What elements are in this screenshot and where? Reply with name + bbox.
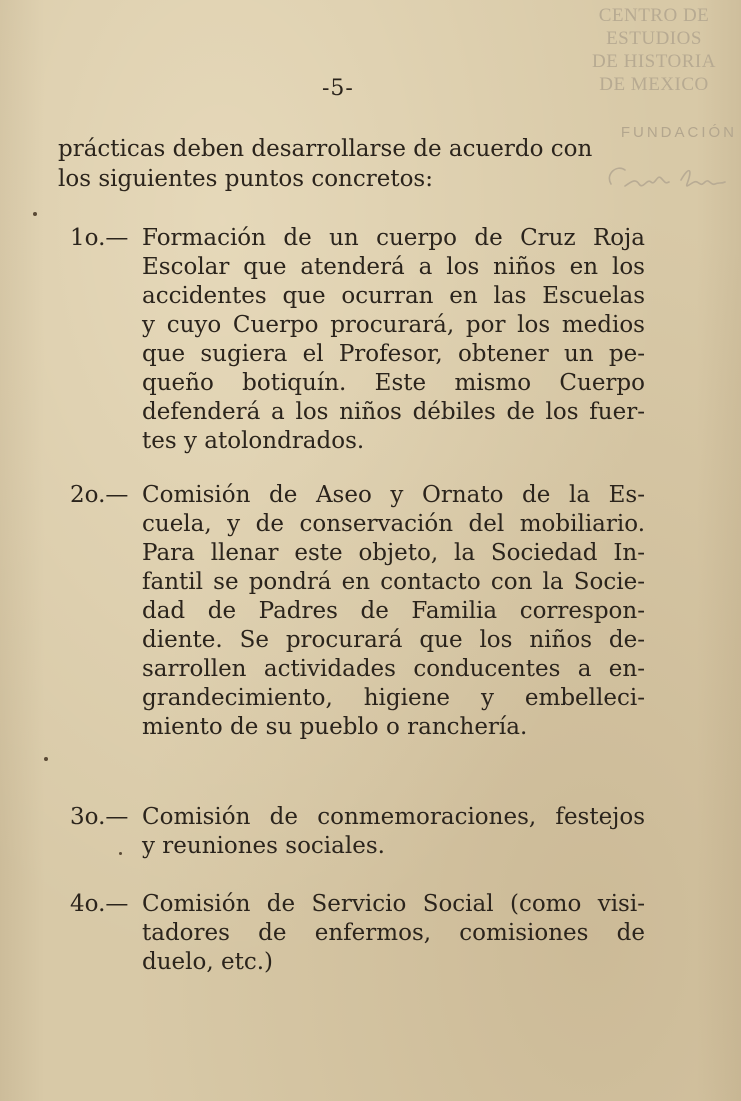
- text-line: prácticas deben desarrollarse de acuerdo con: [58, 136, 593, 162]
- list-item: [70, 224, 645, 456]
- text-line: fantil se pondrá en contacto con la Socie-: [142, 569, 645, 595]
- text-line: grandecimiento, higiene y embelleci-: [142, 685, 645, 711]
- item-text: [142, 890, 645, 977]
- item-number: 4o.—: [70, 891, 129, 917]
- text-line: tadores de enfermos, comisiones de: [142, 920, 645, 946]
- text-line: miento de su pueblo o ranchería.: [142, 714, 528, 740]
- list-item: [70, 481, 645, 742]
- text-line: y reuniones sociales.: [142, 833, 385, 859]
- text-line: cuela, y de conservación del mobiliario.: [142, 511, 645, 537]
- item-text: [142, 481, 645, 742]
- watermark-line: DE MEXICO: [599, 74, 709, 95]
- text-line: accidentes que ocurran en las Escuelas: [142, 283, 645, 309]
- text-line: Formación de un cuerpo de Cruz Roja: [142, 225, 645, 251]
- list-item: [70, 803, 645, 861]
- text-line: tes y atolondrados.: [142, 428, 365, 454]
- text-line: defenderá a los niños débiles de los fuer-: [142, 399, 645, 425]
- text-line: dad de Padres de Familia correspon-: [142, 598, 645, 624]
- text-line: queño botiquín. Este mismo Cuerpo: [142, 370, 645, 396]
- text-line: duelo, etc.): [142, 949, 273, 975]
- item-number: 1o.—: [70, 225, 129, 251]
- text-line: que sugiera el Profesor, obtener un pe-: [142, 341, 645, 367]
- text-line: sarrollen actividades conducentes a en-: [142, 656, 645, 682]
- item-number: 2o.—: [70, 482, 129, 508]
- intro-paragraph: [58, 134, 658, 194]
- page-number: -5-: [322, 76, 354, 101]
- text-line: Comisión de conmemoraciones, festejos: [142, 804, 645, 830]
- watermark-line: CENTRO DE: [598, 5, 710, 26]
- ink-speck: [119, 852, 122, 855]
- list-item: [70, 890, 645, 977]
- item-text: [142, 224, 645, 456]
- text-line: Comisión de Servicio Social (como visi-: [142, 891, 645, 917]
- text-line: los siguientes puntos concretos:: [58, 166, 433, 192]
- watermark-line: ESTUDIOS: [606, 28, 702, 49]
- text-line: y cuyo Cuerpo procurará, por los medios: [142, 312, 645, 338]
- ink-speck: [33, 212, 37, 216]
- text-line: Para llenar este objeto, la Sociedad In-: [142, 540, 645, 566]
- text-line: diente. Se procurará que los niños de-: [142, 627, 645, 653]
- item-number: 3o.—: [70, 804, 129, 830]
- text-line: Escolar que atenderá a los niños en los: [142, 254, 645, 280]
- text-line: Comisión de Aseo y Ornato de la Es-: [142, 482, 645, 508]
- item-text: [142, 803, 645, 861]
- watermark-foundation: FUNDACIÓN: [620, 124, 737, 141]
- watermark-line: DE HISTORIA: [592, 51, 716, 72]
- archive-watermark: [579, 4, 729, 96]
- ink-speck: [44, 757, 48, 761]
